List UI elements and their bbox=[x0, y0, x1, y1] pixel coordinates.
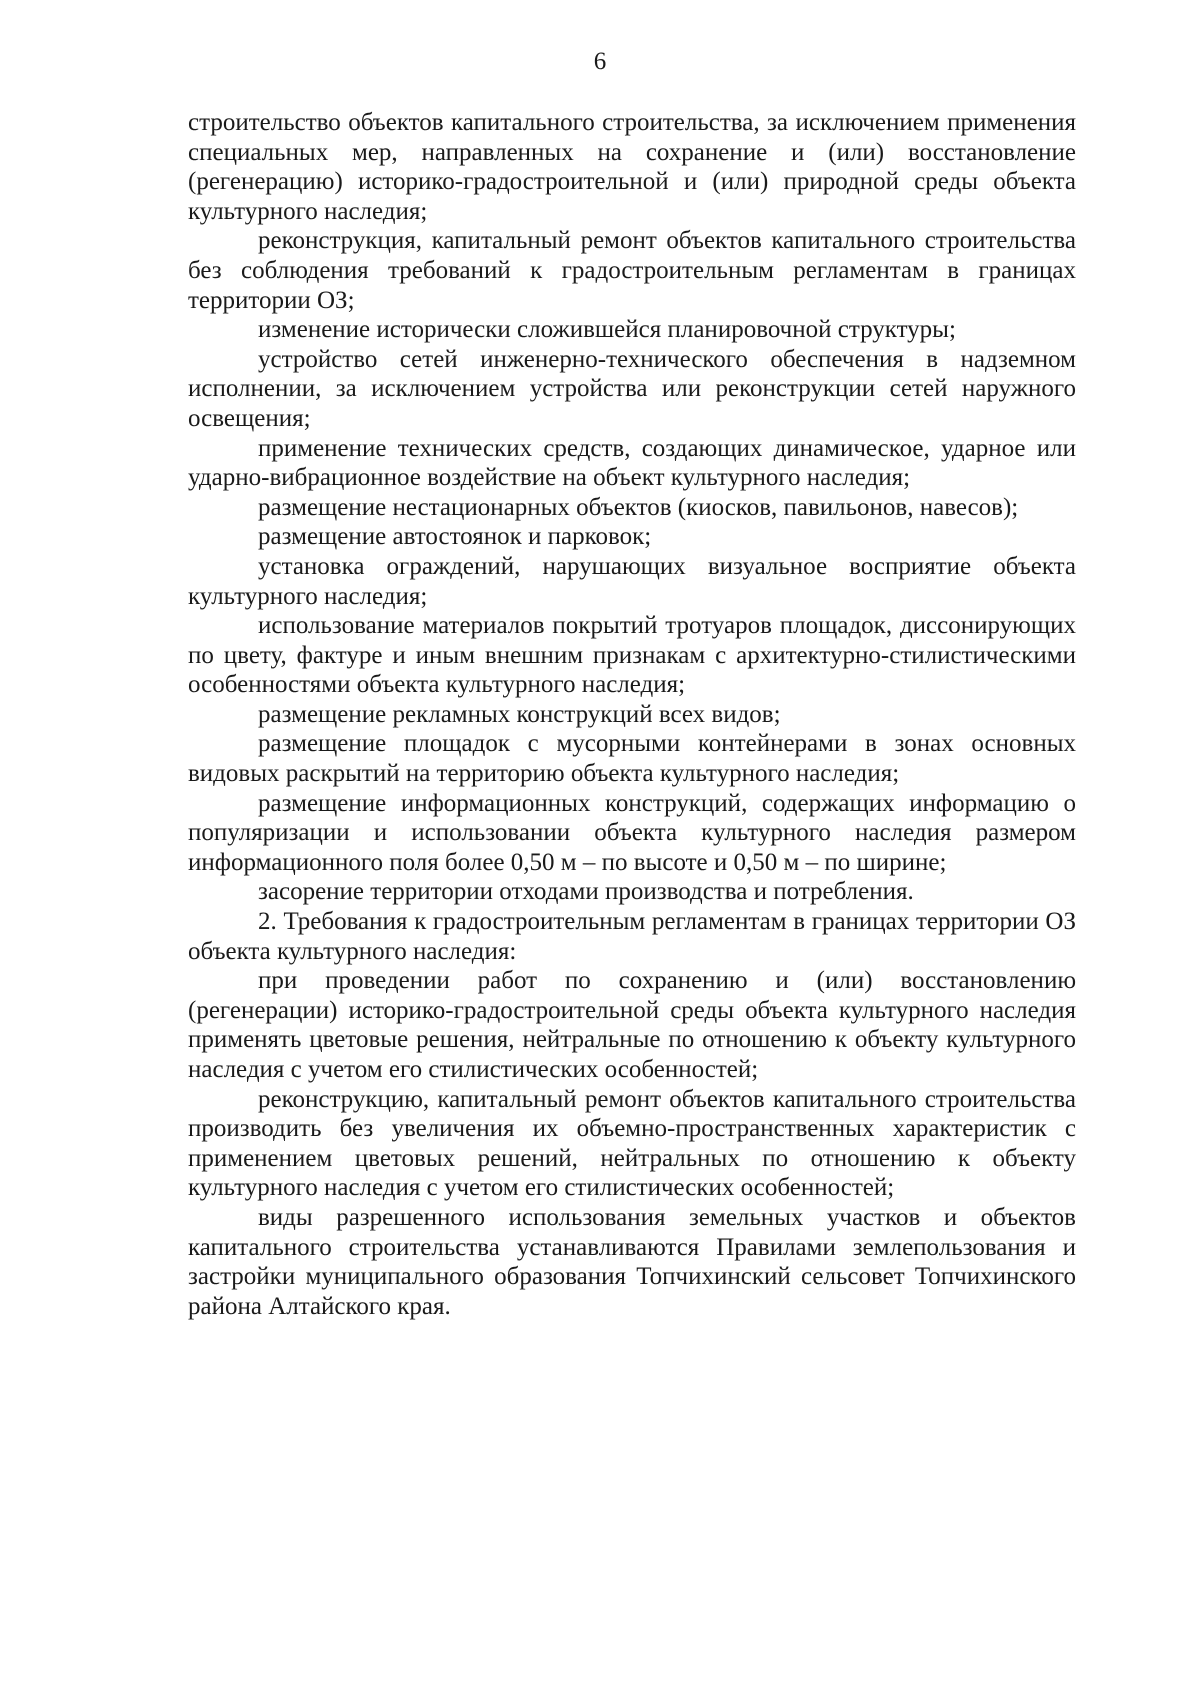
paragraph: реконструкцию, капитальный ремонт объектов капитального строительства производить без увеличения их объемно-пространственных характеристик с применением цветовых решений, нейтральных по отношению к объекту культурного наследия с учетом его стилистических особенностей; bbox=[188, 1085, 1076, 1202]
paragraph: устройство сетей инженерно-технического обеспечения в надземном исполнении, за исключением устройства или реконструкции сетей наружного освещения; bbox=[188, 345, 1076, 432]
page-number: 6 bbox=[593, 48, 607, 75]
document-body bbox=[188, 108, 1076, 1321]
paragraph: строительство объектов капитального строительства, за исключением применения специальных мер, направленных на сохранение и (или) восстановление (регенерацию) историко-градостроительной и (или) природной среды объекта культурного наследия; bbox=[188, 109, 1076, 225]
paragraph: изменение исторически сложившейся планировочной структуры; bbox=[258, 316, 956, 344]
paragraph: при проведении работ по сохранению и (или) восстановлению (регенерации) историко-градостроительной среды объекта культурного наследия применять цветовые решения, нейтральные по отношению к объекту культурного наследия с учетом его стилистических особенностей; bbox=[188, 967, 1076, 1083]
paragraph: использование материалов покрытий тротуаров площадок, диссонирующих по цвету, фактуре и иным внешним признакам с архитектурно-стилистическими особенностями объекта культурного наследия; bbox=[188, 612, 1076, 699]
paragraph: применение технических средств, создающих динамическое, ударное или ударно-вибрационное воздействие на объект культурного наследия; bbox=[188, 434, 1076, 492]
paragraph: размещение нестационарных объектов (киосков, павильонов, навесов); bbox=[258, 493, 1019, 521]
section-heading: 2. Требования к градостроительным регламентам в границах территории ОЗ объекта культурного наследия: bbox=[188, 908, 1076, 965]
paragraph: реконструкция, капитальный ремонт объектов капитального строительства без соблюдения требований к градостроительным регламентам в границах территории ОЗ; bbox=[188, 227, 1076, 314]
paragraph: размещение площадок с мусорными контейнерами в зонах основных видовых раскрытий на территорию объекта культурного наследия; bbox=[188, 730, 1076, 788]
paragraph: размещение информационных конструкций, содержащих информацию о популяризации и использовании объекта культурного наследия размером информационного поля более 0,50 м – по высоте и 0,50 м – по ширине; bbox=[188, 789, 1076, 876]
paragraph: засорение территории отходами производства и потребления. bbox=[258, 878, 914, 906]
paragraph: установка ограждений, нарушающих визуальное восприятие объекта культурного наследия; bbox=[188, 552, 1076, 610]
paragraph: размещение рекламных конструкций всех видов; bbox=[258, 700, 781, 728]
paragraph: виды разрешенного использования земельных участков и объектов капитального строительства устанавливаются Правилами землепользования и застройки муниципального образования Топчихинский сельсовет Топчихинского района Алтайского края. bbox=[188, 1203, 1076, 1320]
paragraph: размещение автостоянок и парковок; bbox=[258, 523, 652, 551]
